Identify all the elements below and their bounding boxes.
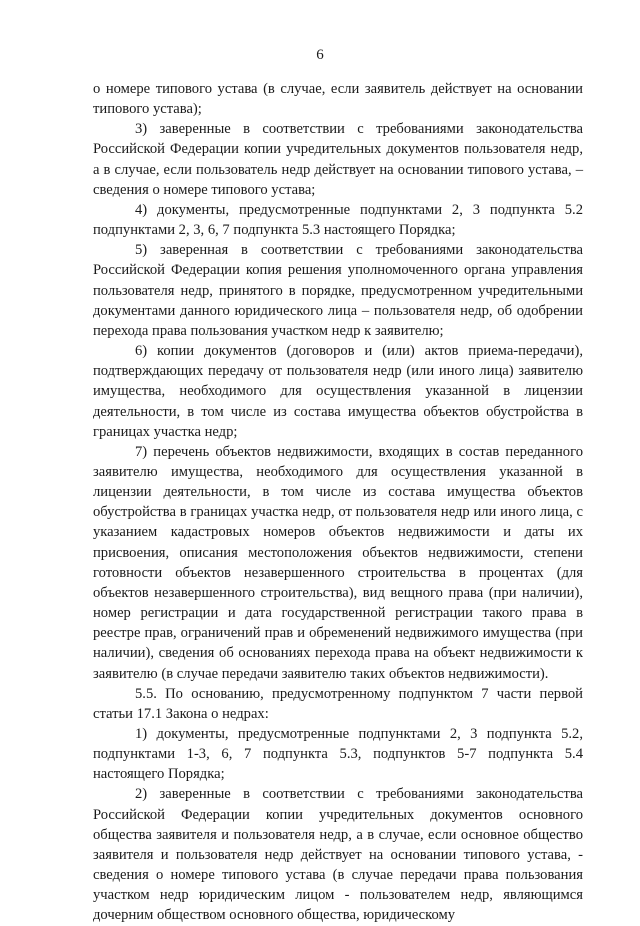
paragraph-item-4: 4) документы, предусмотренные подпунктами 2, 3 подпункта 5.2 подпунктами 2, 3, 6, 7 подпункта 5.3 настоящего Порядка; [93,201,583,239]
paragraph-continuation: о номере типового устава (в случае, если заявитель действует на основании типового устава); [93,81,583,118]
paragraph-item-6: 6) копии документов (договоров и (или) актов приема-передачи), подтверждающих передачу от пользователя недр (или иного лица) заявителю имущества, необходимого для осуществления указанной в лицензии деятельности, в том числе из состава имущества объектов обустройства в границах участка недр; [93,343,583,440]
paragraph-5-5-item-1: 1) документы, предусмотренные подпунктами 2, 3 подпункта 5.2, подпунктами 1-3, 6, 7 подпункта 5.3, подпунктов 5-7 подпункта 5.4 настоящего Порядка; [93,726,583,783]
section-5-5-heading: 5.5. По основанию, предусмотренному подпунктом 7 части первой статьи 17.1 Закона о недрах: [93,685,583,722]
page-number: 6 [316,47,324,63]
paragraph-5-5-item-2: 2) заверенные в соответствии с требованиями законодательства Российской Федерации копии учредительных документов основного общества заявителя и пользователя недр, а в случае, если основное общество заявителя и пользователя недр действует на основании типового устава, - сведения о номере типового устава (в случае передачи права пользования участком недр юридическим лицом - пользователем недр, являющимся дочерним обществом основного общества, юридическому [93,786,583,924]
paragraph-item-7: 7) перечень объектов недвижимости, входящих в состав переданного заявителю имущества, необходимого для осуществления указанной в лицензии деятельности, в том числе из состава имущества объектов обустройства в границах участка недр, от пользователя недр или иного лица, с указанием кадастровых номеров объектов недвижимости и даты их присвоения, описания местоположения объектов недвижимости, степени готовности объектов незавершенного строительства в процентах (для объектов незавершенного строительства), вид вещного права (при наличии), номер регистрации и дата государственной регистрации такого права в реестре прав, ограничений прав и обременений недвижимого имущества (при наличии), сведения об основаниях перехода права на объект недвижимости к заявителю (в случае передачи заявителю таких объектов недвижимости). [93,443,583,682]
document-body [93,79,583,926]
paragraph-item-5: 5) заверенная в соответствии с требованиями законодательства Российской Федерации копия решения уполномоченного органа управления пользователя недр, принятого в порядке, предусмотренном учредительными документами данного юридического лица – пользователя недр, об одобрении перехода права пользования участком недр к заявителю; [93,242,583,339]
paragraph-item-3: 3) заверенные в соответствии с требованиями законодательства Российской Федерации копии учредительных документов пользователя недр, а в случае, если пользователь недр действует на основании типового устава, – сведения о номере типового устава; [93,121,583,198]
